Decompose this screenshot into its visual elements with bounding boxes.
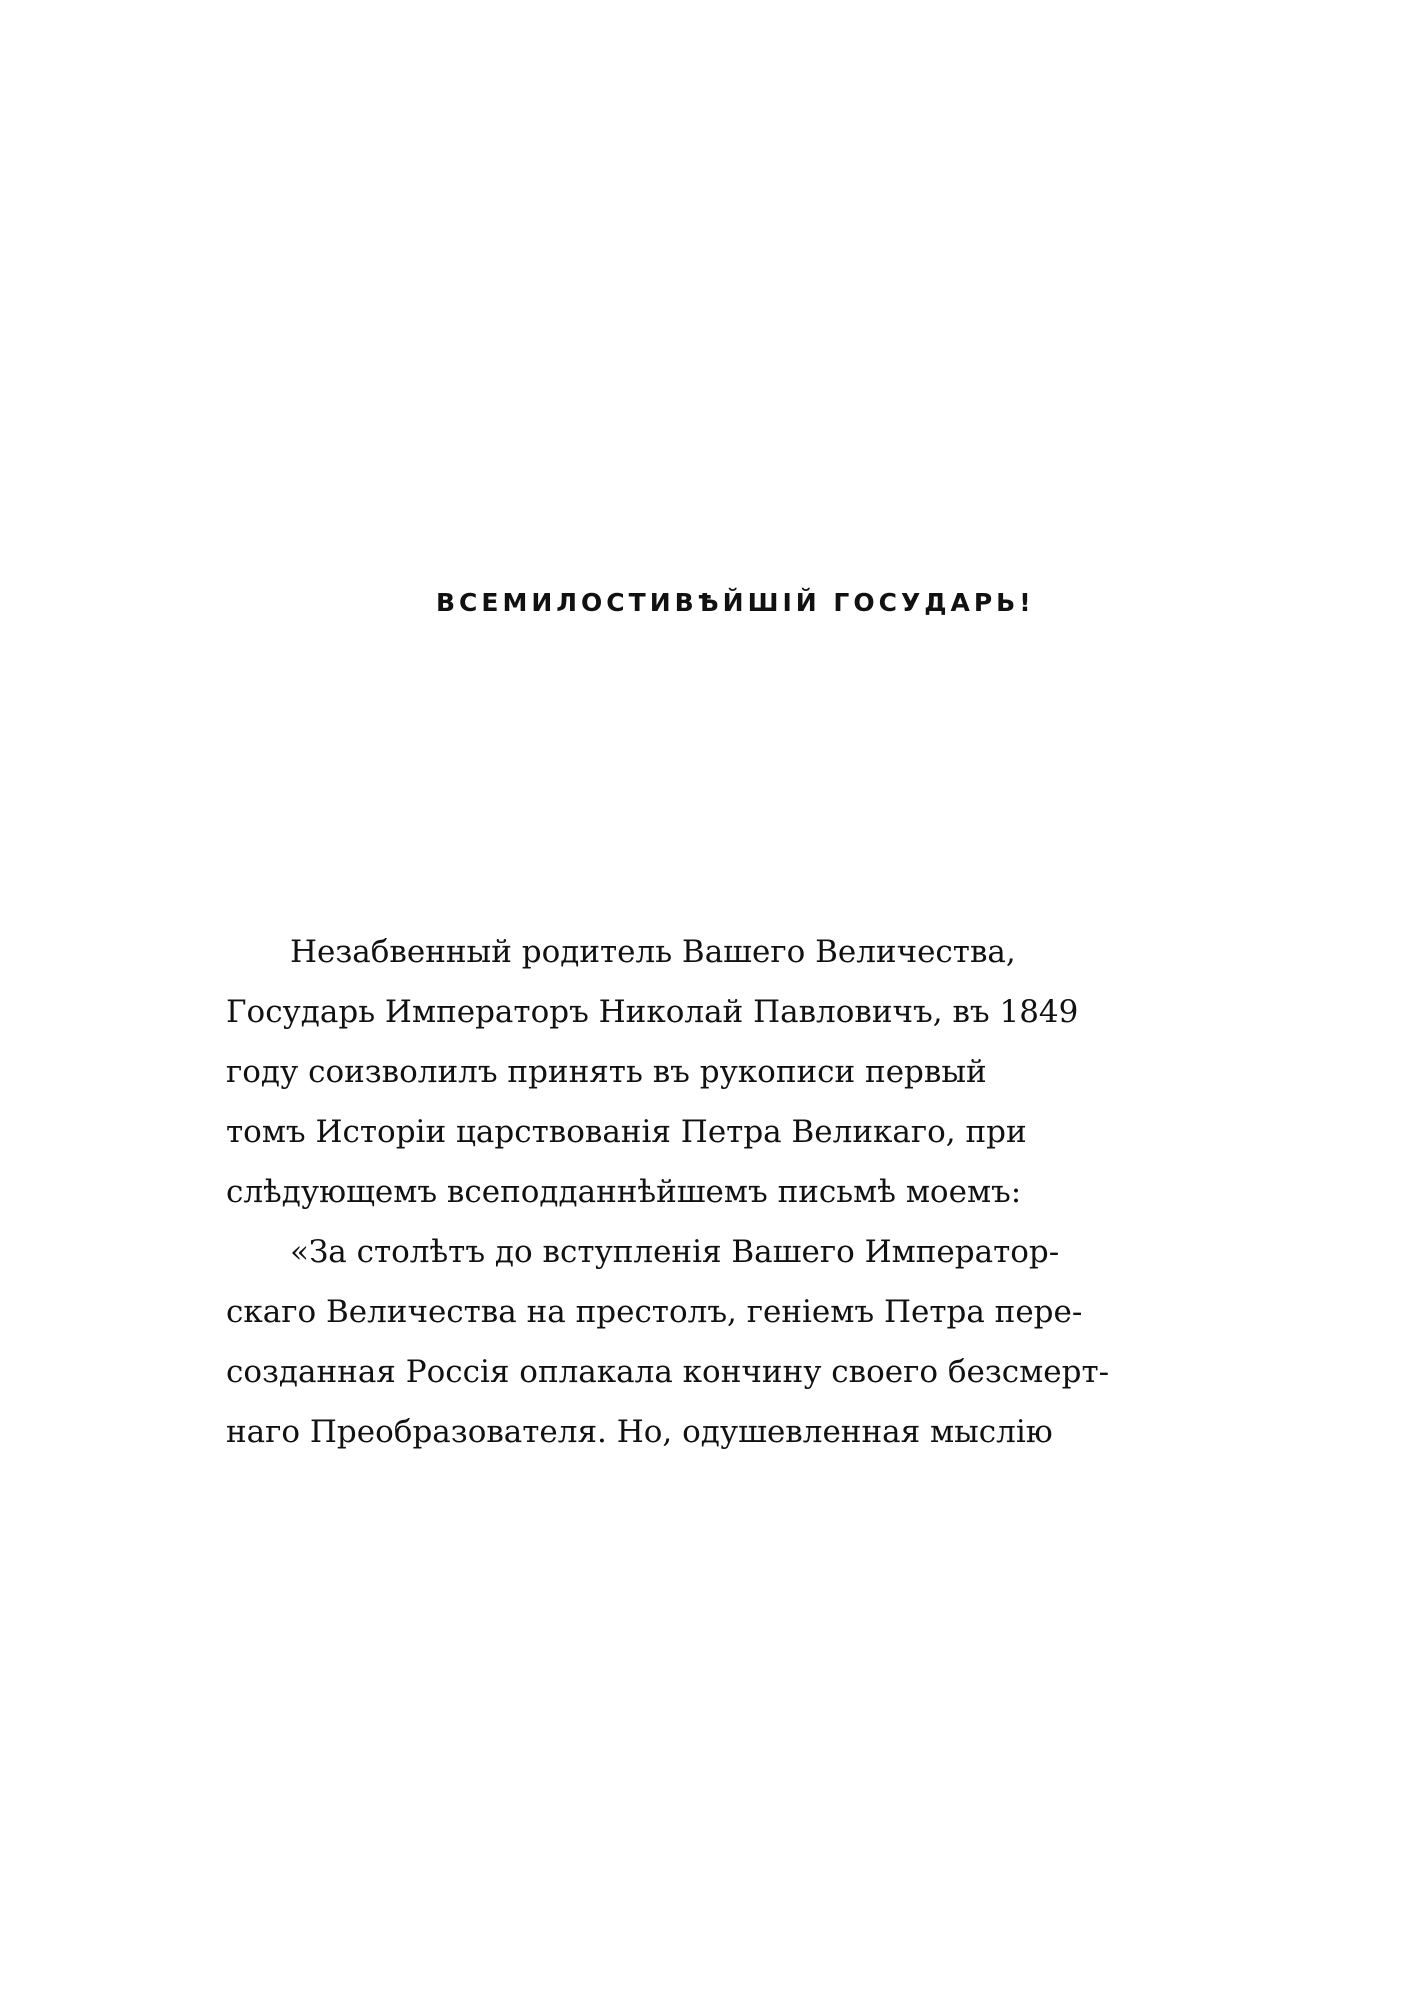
text-line: томъ Исторіи царствованія Петра Великаго, при (226, 1114, 1027, 1150)
text-line: Государь Императоръ Николай Павловичъ, въ 1849 (226, 994, 1079, 1030)
text-line: году соизволилъ принять въ рукописи первый (226, 1054, 987, 1090)
text-line: наго Преобразователя. Но, одушевленная мыслію (226, 1414, 1053, 1450)
paragraph-2-quotation (226, 1230, 1110, 1470)
text-line: созданная Россія оплакала кончину своего безсмерт- (226, 1354, 1110, 1390)
paragraph-1 (226, 930, 1079, 1230)
text-line: скаго Величества на престолъ, геніемъ Петра пере- (226, 1294, 1083, 1330)
dedication-body (226, 930, 1110, 1470)
dedication-salutation: ВСЕМИЛОСТИВѢЙШІЙ ГОСУДАРЬ! (436, 588, 1035, 617)
text-line: Незабвенный родитель Вашего Величества, (290, 934, 1016, 970)
text-line: слѣдующемъ всеподданнѣйшемъ письмѣ моемъ: (226, 1174, 1022, 1210)
text-line: «За столѣтъ до вступленія Вашего Император- (290, 1234, 1060, 1270)
